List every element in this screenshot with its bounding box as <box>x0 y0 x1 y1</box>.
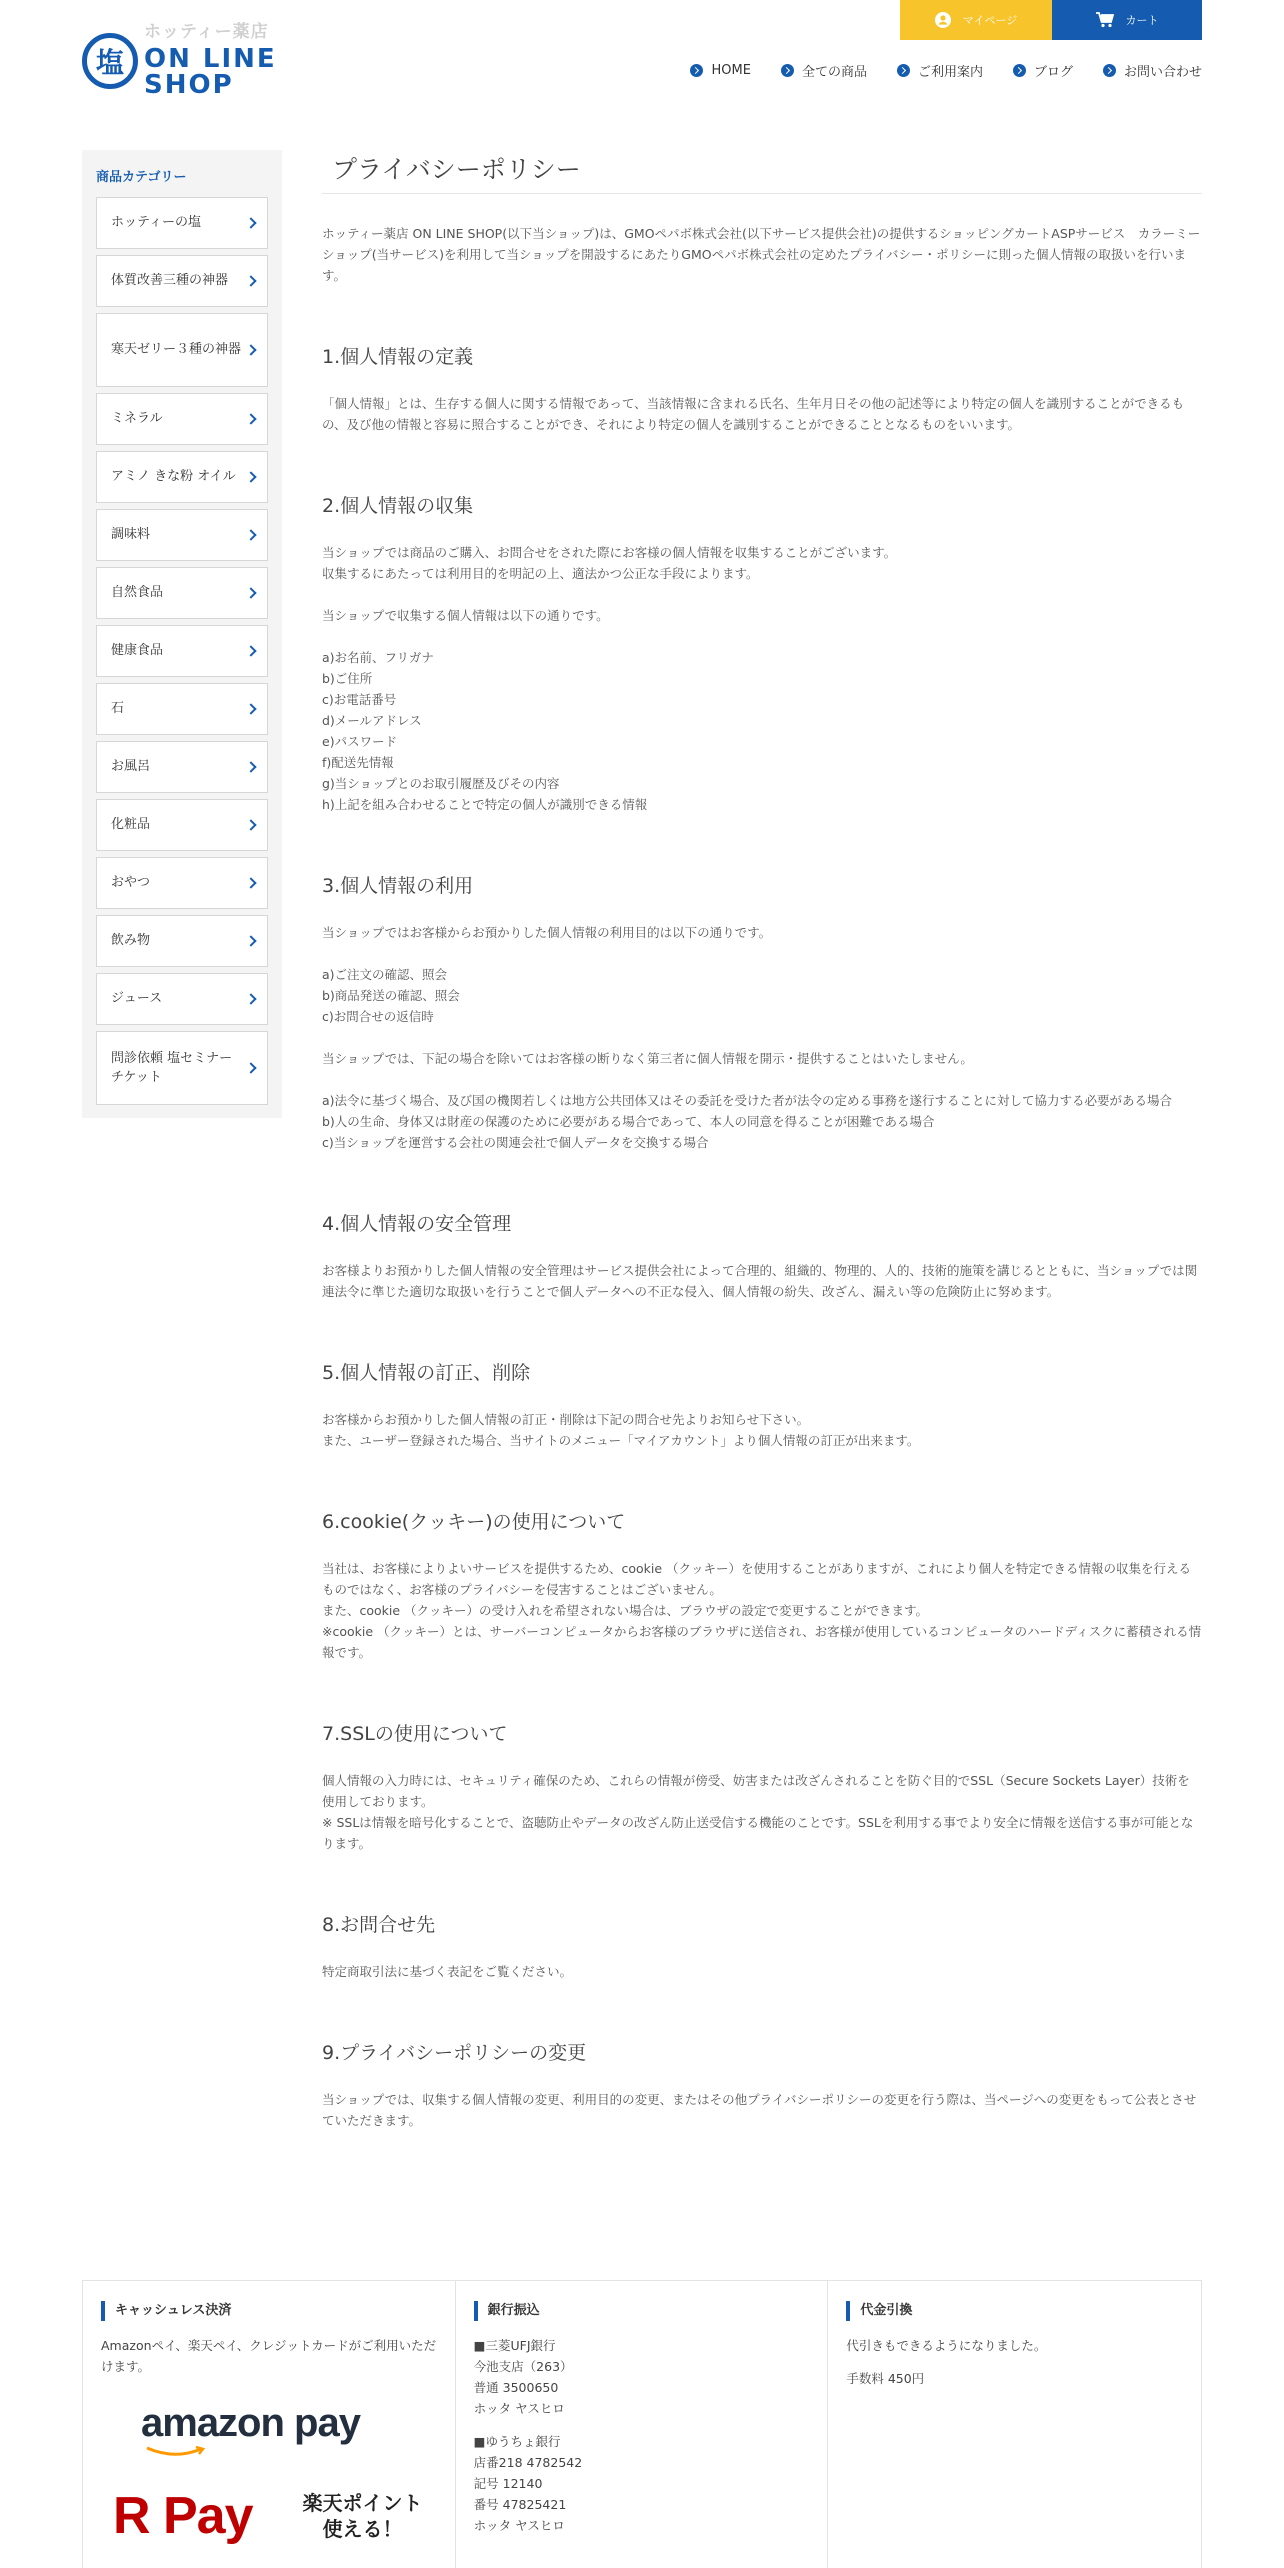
bank-heading: 銀行振込 <box>474 2301 810 2321</box>
sidebar-item[interactable]: 化粧品 <box>96 799 268 851</box>
section-heading: 4.個人情報の安全管理 <box>322 1213 512 1235</box>
section-paragraph: 当社は、お客様によりよいサービスを提供するため、cookie （クッキー）を使用することがありますが、これにより個人を特定できる情報の収集を行えるものではなく、お客様のプライバシーを侵害することはございません。 <box>322 1561 1192 1597</box>
chevron-right-icon <box>245 935 256 946</box>
chevron-right-icon <box>245 471 256 482</box>
chevron-right-icon <box>245 275 256 286</box>
section-paragraph: ※cookie （クッキー）とは、サーバーコンピュータからお客様のブラウザに送信され、お客様が使用しているコンピュータのハードディスクに蓄積される情報です。 <box>322 1624 1202 1660</box>
user-icon <box>935 12 951 28</box>
section-body <box>322 1409 1202 1451</box>
main-content <box>322 150 1202 2131</box>
section-heading: 8.お問合せ先 <box>322 1914 436 1936</box>
sidebar-item[interactable]: ミネラル <box>96 393 268 445</box>
chevron-circle-icon <box>690 64 703 77</box>
chevron-right-icon <box>245 587 256 598</box>
section-paragraph: e)パスワード <box>322 734 398 749</box>
sidebar-item[interactable]: アミノ きな粉 オイル <box>96 451 268 503</box>
header <box>0 0 1284 150</box>
section-paragraph: f)配送先情報 <box>322 755 394 770</box>
section-body <box>322 1558 1202 1663</box>
logo-title: ON LINE SHOP <box>144 44 277 100</box>
section-paragraph: 当ショップでは、収集する個人情報の変更、利用目的の変更、またはその他プライバシーポリシーの変更を行う際は、当ページへの変更をもって公表とさせていただきます。 <box>322 2092 1197 2128</box>
section-paragraph: a)ご注文の確認、照会 <box>322 967 448 982</box>
chevron-right-icon <box>245 703 256 714</box>
policy-section <box>322 1212 1202 1302</box>
section-heading: 9.プライバシーポリシーの変更 <box>322 2042 587 2064</box>
sidebar-item[interactable]: 体質改善三種の神器 <box>96 255 268 307</box>
cod-column <box>828 2281 1201 2568</box>
policy-sections <box>322 345 1202 2131</box>
section-paragraph <box>322 1027 1202 1048</box>
section-paragraph: 特定商取引法に基づく表記をご覧ください。 <box>322 1964 573 1979</box>
section-paragraph: 当ショップでは商品のご購入、お問合せをされた際にお客様の個人情報を収集することがございます。 <box>322 545 897 560</box>
sidebar-title: 商品カテゴリー <box>96 170 187 185</box>
amazon-smile-icon <box>145 2446 205 2458</box>
cod-text: 代引きもできるようになりました。 <box>846 2338 1047 2353</box>
category-sidebar <box>82 150 282 1118</box>
sidebar-item[interactable]: 調味料 <box>96 509 268 561</box>
policy-section <box>322 494 1202 815</box>
chevron-right-icon <box>245 819 256 830</box>
cashless-text: Amazonペイ、楽天ペイ、クレジットカードがご利用いただけます。 <box>101 2338 437 2374</box>
cod-fee: 手数料 450円 <box>846 2371 925 2386</box>
chevron-circle-icon <box>1013 64 1026 77</box>
chevron-right-icon <box>245 993 256 1004</box>
sidebar-item[interactable]: ジュース <box>96 973 268 1025</box>
cart-icon <box>1096 12 1114 28</box>
policy-section <box>322 1361 1202 1451</box>
sidebar-item[interactable]: お風呂 <box>96 741 268 793</box>
nav-blog[interactable]: ブログ <box>1013 61 1073 80</box>
logo-mark: 塩 <box>82 33 138 89</box>
sidebar-item[interactable]: 健康食品 <box>96 625 268 677</box>
rakuten-pay-logo: R Pay 楽天ポイント 使える！ <box>113 2487 423 2545</box>
section-paragraph: g)当ショップとのお取引履歴及びその内容 <box>322 776 560 791</box>
section-paragraph: d)メールアドレス <box>322 713 422 728</box>
section-paragraph: 「個人情報」とは、生存する個人に関する情報であって、当該情報に含まれる氏名、生年月日その他の記述等により特定の個人を識別することができるもの、及び他の情報と容易に照合することができ、それにより特定の個人を識別することができることとなるものをいいます。 <box>322 396 1185 432</box>
section-paragraph: ※ SSLは情報を暗号化することで、盗聴防止やデータの改ざん防止送受信する機能のことです。SSLを利用する事でより安全に情報を送信する事が可能となります。 <box>322 1815 1194 1851</box>
mypage-button[interactable] <box>900 0 1052 40</box>
section-paragraph: c)お問合せの返信時 <box>322 1009 434 1024</box>
bank-yucho: ■ゆうちょ銀行 店番218 4782542 記号 12140 番号 47825421 ホッタ ヤスヒロ <box>473 2434 583 2533</box>
intro-text: ホッティー薬店 ON LINE SHOP(以下当ショップ)は、GMOペパボ株式会社(以下サービス提供会社)の提供するショッピングカートASPサービス カラーミーショップ(当サービス)を利用して当ショップを開設するにあたりGMOペパボ株式会社の定めたプライバシー・ポリシーに則った個人情報の取扱いを行います。 <box>322 226 1201 283</box>
section-paragraph: a)法令に基づく場合、及び国の機関若しくは地方公共団体又はその委託を受けた者が法令の定める事務を遂行することに対して協力する必要がある場合 <box>322 1093 1173 1108</box>
section-paragraph: 収集するにあたっては利用目的を明記の上、適法かつ公正な手段によります。 <box>322 566 759 581</box>
section-body <box>322 1961 1202 1982</box>
policy-section <box>322 345 1202 435</box>
section-paragraph: また、ユーザー登録された場合、当サイトのメニュー「マイアカウント」より個人情報の訂正が出来ます。 <box>322 1433 920 1448</box>
sidebar-item[interactable]: 問診依頼 塩セミナーチケット <box>96 1031 268 1105</box>
section-body <box>322 393 1202 435</box>
sidebar-item[interactable]: ホッティーの塩 <box>96 197 268 249</box>
chevron-right-icon <box>245 645 256 656</box>
section-body <box>322 922 1202 1153</box>
section-paragraph <box>322 1069 1202 1090</box>
policy-section <box>322 874 1202 1153</box>
page-title: プライバシーポリシー <box>322 150 1202 194</box>
section-heading: 7.SSLの使用について <box>322 1723 508 1745</box>
nav-home[interactable]: HOME <box>690 61 750 80</box>
nav-guide[interactable]: ご利用案内 <box>897 61 983 80</box>
chevron-right-icon <box>245 761 256 772</box>
section-paragraph: 当ショップではお客様からお預かりした個人情報の利用目的は以下の通りです。 <box>322 925 772 940</box>
policy-section <box>322 2041 1202 2131</box>
cart-button[interactable] <box>1052 0 1202 40</box>
nav-all-products[interactable]: 全ての商品 <box>781 61 867 80</box>
section-paragraph: また、cookie （クッキー）の受け入れを希望されない場合は、ブラウザの設定で変更することができます。 <box>322 1603 929 1618</box>
section-paragraph: b)ご住所 <box>322 671 373 686</box>
section-paragraph: 当ショップで収集する個人情報は以下の通りです。 <box>322 608 609 623</box>
policy-section <box>322 1510 1202 1663</box>
section-paragraph <box>322 626 1202 647</box>
logo-subtitle: ホッティー薬店 <box>144 22 269 42</box>
section-paragraph: 個人情報の入力時には、セキュリティ確保のため、これらの情報が傍受、妨害または改ざんされることを防ぐ目的でSSL（Secure Sockets Layer）技術を使用しております。 <box>322 1773 1190 1809</box>
chevron-circle-icon <box>781 64 794 77</box>
section-body <box>322 1260 1202 1302</box>
section-paragraph: お客様よりお預かりした個人情報の安全管理はサービス提供会社によって合理的、組織的、物理的、人的、技術的施策を講じるとともに、当ショップでは関連法令に準じた適切な取扱いを行うことで個人データへの不正な侵入、個人情報の紛失、改ざん、漏えい等の危険防止に努めます。 <box>322 1263 1198 1299</box>
section-heading: 5.個人情報の訂正、削除 <box>322 1362 531 1384</box>
amazon-pay-logo: amazon pay <box>141 2403 437 2462</box>
section-paragraph: c)当ショップを運営する会社の関連会社で個人データを交換する場合 <box>322 1135 709 1150</box>
section-paragraph: お客様からお預かりした個人情報の訂正・削除は下記の問合せ先よりお知らせ下さい。 <box>322 1412 810 1427</box>
section-paragraph: h)上記を組み合わせることで特定の個人が識別できる情報 <box>322 797 648 812</box>
section-body <box>322 542 1202 815</box>
chevron-right-icon <box>245 413 256 424</box>
chevron-circle-icon <box>1103 64 1116 77</box>
chevron-circle-icon <box>897 64 910 77</box>
global-nav <box>660 61 1202 80</box>
bank-column <box>456 2281 829 2568</box>
policy-section <box>322 1722 1202 1854</box>
section-paragraph <box>322 943 1202 964</box>
shop-logo[interactable] <box>82 22 366 100</box>
sidebar-item[interactable]: おやつ <box>96 857 268 909</box>
section-body <box>322 1770 1202 1854</box>
sidebar-item[interactable]: 石 <box>96 683 268 735</box>
section-paragraph: c)お電話番号 <box>322 692 397 707</box>
cod-heading: 代金引換 <box>846 2301 1183 2321</box>
section-paragraph: 当ショップでは、下記の場合を除いてはお客様の断りなく第三者に個人情報を開示・提供することはいたしません。 <box>322 1051 973 1066</box>
cashless-column <box>83 2281 456 2568</box>
section-paragraph: b)人の生命、身体又は財産の保護のために必要がある場合であって、本人の同意を得ることが困難である場合 <box>322 1114 935 1129</box>
section-body <box>322 2089 1202 2131</box>
chevron-right-icon <box>245 344 256 355</box>
cashless-heading: キャッシュレス決済 <box>101 2301 437 2321</box>
payment-info <box>82 2280 1202 2568</box>
section-paragraph <box>322 584 1202 605</box>
section-paragraph: b)商品発送の確認、照会 <box>322 988 460 1003</box>
sidebar-item[interactable]: 飲み物 <box>96 915 268 967</box>
sidebar-item[interactable]: 自然食品 <box>96 567 268 619</box>
section-heading: 1.個人情報の定義 <box>322 346 474 368</box>
section-heading: 3.個人情報の利用 <box>322 875 474 897</box>
cart-label: カート <box>1125 14 1159 27</box>
section-heading: 6.cookie(クッキー)の使用について <box>322 1511 626 1533</box>
sidebar-item[interactable]: 寒天ゼリー３種の神器 <box>96 313 268 387</box>
section-paragraph: a)お名前、フリガナ <box>322 650 434 665</box>
chevron-right-icon <box>245 877 256 888</box>
mypage-label: マイページ <box>962 14 1018 27</box>
bank-mufg: ■三菱UFJ銀行 今池支店（263） 普通 3500650 ホッタ ヤスヒロ <box>473 2338 573 2416</box>
chevron-right-icon <box>245 217 256 228</box>
policy-section <box>322 1913 1202 1982</box>
rakuten-point-badge: 楽天ポイント 使える！ <box>302 2491 423 2541</box>
chevron-right-icon <box>245 1062 256 1073</box>
chevron-right-icon <box>245 529 256 540</box>
section-heading: 2.個人情報の収集 <box>322 495 474 517</box>
nav-contact[interactable]: お問い合わせ <box>1103 61 1202 80</box>
